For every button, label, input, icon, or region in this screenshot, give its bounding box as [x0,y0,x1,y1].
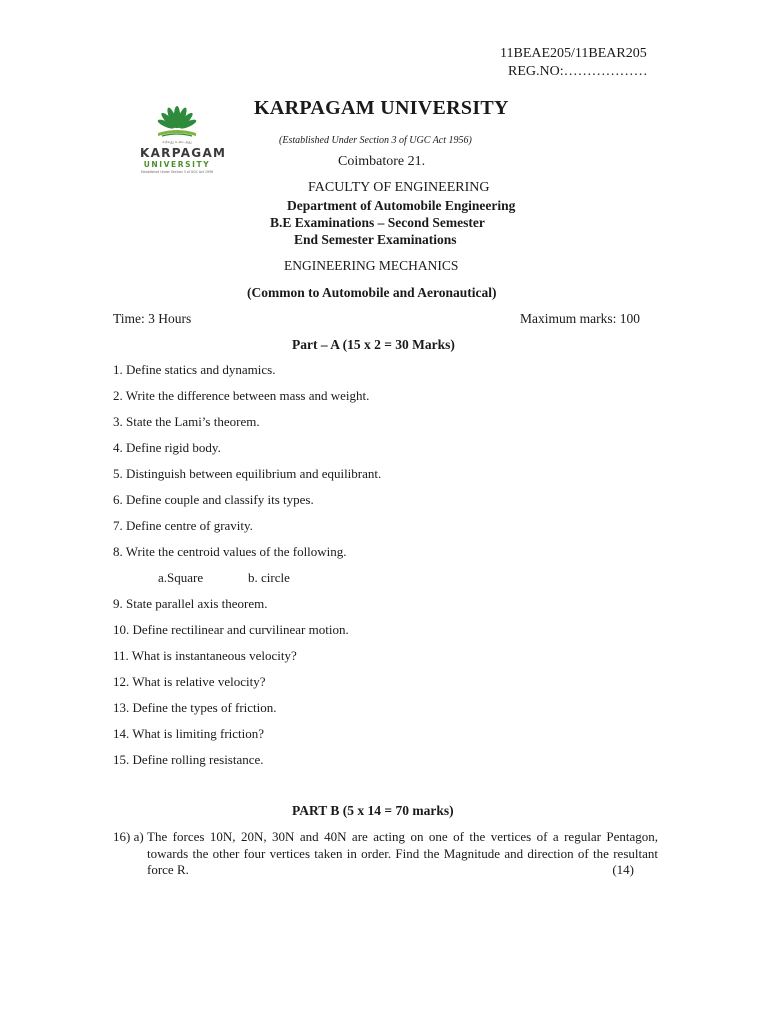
question-15: 15. Define rolling resistance. [113,752,264,767]
question-4: 4. Define rigid body. [113,440,221,455]
question-8: 8. Write the centroid values of the following. [113,544,347,559]
university-logo [140,103,227,183]
question-3: 3. State the Lami’s theorem. [113,414,260,429]
time-allowed: Time: 3 Hours [113,311,192,326]
maximum-marks: Maximum marks: 100 [520,311,640,326]
examination: B.E Examinations – Second Semester [270,215,485,230]
university-name: KARPAGAM UNIVERSITY [254,97,509,119]
common-note: (Common to Automobile and Aeronautical) [247,285,497,300]
question-12: 12. What is relative velocity? [113,674,266,689]
question-13: 13. Define the types of friction. [113,700,277,715]
exam-session: End Semester Examinations [294,232,457,247]
logo-name-bottom: UNIVERSITY [143,160,211,169]
faculty: FACULTY OF ENGINEERING [308,180,490,195]
question-9: 9. State parallel axis theorem. [113,596,268,611]
logo-name-top: KARPAGAM [140,146,227,160]
reg-no: REG.NO:……………… [508,64,648,79]
course-code: 11BEAE205/11BEAR205 [500,46,647,61]
question-14: 14. What is limiting friction? [113,726,265,741]
question-8-option-b: b. circle [248,570,290,585]
part-b-title: PART B (5 x 14 = 70 marks) [292,803,454,818]
question-1: 1. Define statics and dynamics. [113,362,276,377]
question-5: 5. Distinguish between equilibrium and equilibrant. [113,466,382,481]
question-2: 2. Write the difference between mass and weight. [113,388,370,403]
question-10: 10. Define rectilinear and curvilinear motion. [113,622,349,637]
question-6: 6. Define couple and classify its types. [113,492,314,507]
question-16a-text: The forces 10N, 20N, 30N and 40N are acting on one of the vertices of a regular Pentagon, towards the other four vertices taken in order. Find the Magnitude and direction of the resultant force R. [147,829,658,877]
logo-tagline: கற்றது உடைத்து [162,139,192,144]
part-a-title: Part – A (15 x 2 = 30 Marks) [292,337,455,352]
question-8-option-a: a.Square [158,570,204,585]
department: Department of Automobile Engineering [287,198,516,213]
question-16a-marks: (14) [612,862,634,877]
question-11: 11. What is instantaneous velocity? [113,648,297,663]
established-note: (Established Under Section 3 of UGC Act 1956) [279,135,472,146]
question-16a-number: 16) a) [113,829,144,844]
question-7: 7. Define centre of gravity. [113,518,253,533]
subject-title: ENGINEERING MECHANICS [284,258,459,273]
logo-small-text: Established Under Section 3 of UGC Act 1956 [140,170,214,174]
question-16a [113,829,658,879]
city: Coimbatore 21. [338,154,426,169]
